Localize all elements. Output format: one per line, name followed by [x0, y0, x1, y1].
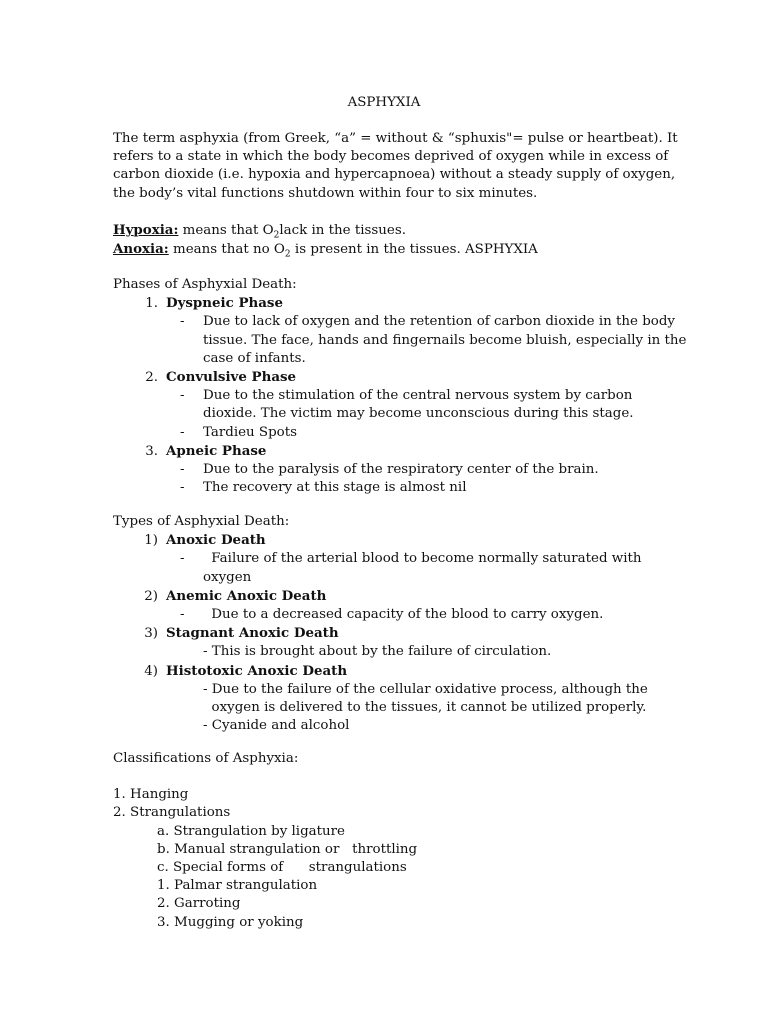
phase-point-text: Due to the paralysis of the respiratory center of the brain.	[203, 462, 599, 478]
blank-line	[113, 768, 658, 786]
types-section	[113, 513, 658, 735]
phase-point-cont: tissue. The face, hands and fingernails become bluish, especially in the	[203, 332, 687, 348]
type-item	[113, 624, 658, 643]
type-name: Stagnant Anoxic Death	[166, 625, 339, 642]
phase-item	[113, 368, 658, 387]
type-desc: - This is brought about by the failure of circulation.	[203, 644, 552, 660]
hypoxia-subscript: 2	[273, 230, 280, 241]
type-name: Anemic Anoxic Death	[166, 587, 327, 604]
classification-subitem: b. Manual strangulation or throttling	[157, 841, 418, 857]
type-item	[113, 662, 658, 681]
type-item	[113, 531, 658, 550]
phase-number: 3.	[145, 443, 158, 459]
type-number: 2)	[144, 588, 158, 604]
classification-subitem: 2. Garroting	[157, 896, 241, 912]
classification-subitem: 1. Palmar strangulation	[157, 878, 318, 894]
phase-name: Dyspneic Phase	[166, 295, 283, 312]
dash-bullet: -	[180, 480, 185, 496]
classifications-section	[113, 750, 658, 932]
dash-bullet: -	[180, 314, 185, 330]
classifications-heading: Classifications of Asphyxia:	[113, 751, 299, 766]
type-desc: - Cyanide and alcohol	[203, 718, 350, 734]
type-item	[113, 587, 658, 606]
phase-point-cont: case of infants.	[203, 350, 306, 366]
type-desc: - Due to the failure of the cellular oxidative process, although the	[203, 681, 648, 697]
phase-point	[113, 424, 658, 442]
dash-bullet: -	[180, 388, 185, 404]
phase-point-cont: dioxide. The victim may become unconscious during this stage.	[203, 406, 634, 422]
classification-subitem: 3. Mugging or yoking	[157, 914, 304, 930]
classification-item: 2. Strangulations	[113, 805, 231, 821]
phase-point	[113, 387, 658, 405]
intro-line: refers to a state in which the body becomes deprived of oxygen while in excess of	[113, 149, 669, 165]
type-desc: - Failure of the arterial blood to become normally saturated with	[180, 551, 642, 567]
phase-point-text: Tardieu Spots	[203, 424, 297, 440]
classification-item: 1. Hanging	[113, 787, 189, 803]
document-title: ASPHYXIA	[347, 95, 421, 110]
hypoxia-definition	[113, 221, 658, 240]
anoxia-definition	[113, 240, 658, 259]
phases-heading: Phases of Asphyxial Death:	[113, 277, 297, 292]
intro-line: carbon dioxide (i.e. hypoxia and hypercapnoea) without a steady supply of oxygen,	[113, 167, 676, 183]
definitions	[113, 221, 658, 259]
intro-line: The term asphyxia (from Greek, “a” = without & “sphuxis"= pulse or heartbeat). It	[113, 131, 678, 146]
dash-bullet: -	[180, 424, 185, 440]
phase-item	[113, 442, 658, 461]
type-number: 3)	[144, 626, 158, 642]
classification-subitem: a. Strangulation by ligature	[157, 823, 345, 839]
type-name: Anoxic Death	[166, 532, 266, 549]
phase-point	[113, 313, 675, 331]
classification-subitem: c. Special forms of strangulations	[157, 860, 407, 876]
phases-section	[113, 276, 687, 497]
hypoxia-text: means that O	[178, 223, 274, 238]
anoxia-term: Anoxia:	[113, 241, 169, 258]
phase-number: 1.	[145, 296, 158, 312]
intro-line: the body’s vital functions shutdown within four to six minutes.	[113, 185, 538, 201]
phase-item	[113, 294, 658, 313]
dash-bullet: -	[180, 462, 185, 478]
phase-point-text: The recovery at this stage is almost nil	[203, 480, 467, 496]
intro-paragraph	[113, 130, 678, 203]
hypoxia-term: Hypoxia:	[113, 222, 179, 238]
hypoxia-text-end: lack in the tissues.	[279, 223, 406, 238]
anoxia-text: means that no O	[168, 242, 285, 258]
phase-number: 2.	[145, 370, 158, 386]
type-number: 4)	[144, 663, 158, 679]
types-heading: Types of Asphyxial Death:	[113, 514, 290, 529]
phase-point	[113, 479, 658, 497]
anoxia-text-end: is present in the tissues. ASPHYXIA	[290, 242, 538, 258]
type-desc: - Due to a decreased capacity of the blood to carry oxygen.	[180, 607, 604, 623]
phase-point-text: Due to lack of oxygen and the retention of carbon dioxide in the body	[203, 314, 675, 330]
phase-point-text: Due to the stimulation of the central nervous system by carbon	[203, 388, 633, 404]
phase-point	[113, 461, 658, 479]
type-desc: oxygen is delivered to the tissues, it cannot be utilized properly.	[203, 700, 647, 716]
type-number: 1)	[144, 533, 158, 549]
anoxia-subscript: 2	[284, 249, 291, 260]
type-name: Histotoxic Anoxic Death	[166, 662, 348, 679]
type-desc: oxygen	[203, 569, 252, 585]
phase-name: Convulsive Phase	[166, 369, 297, 386]
phase-name: Apneic Phase	[166, 442, 267, 459]
